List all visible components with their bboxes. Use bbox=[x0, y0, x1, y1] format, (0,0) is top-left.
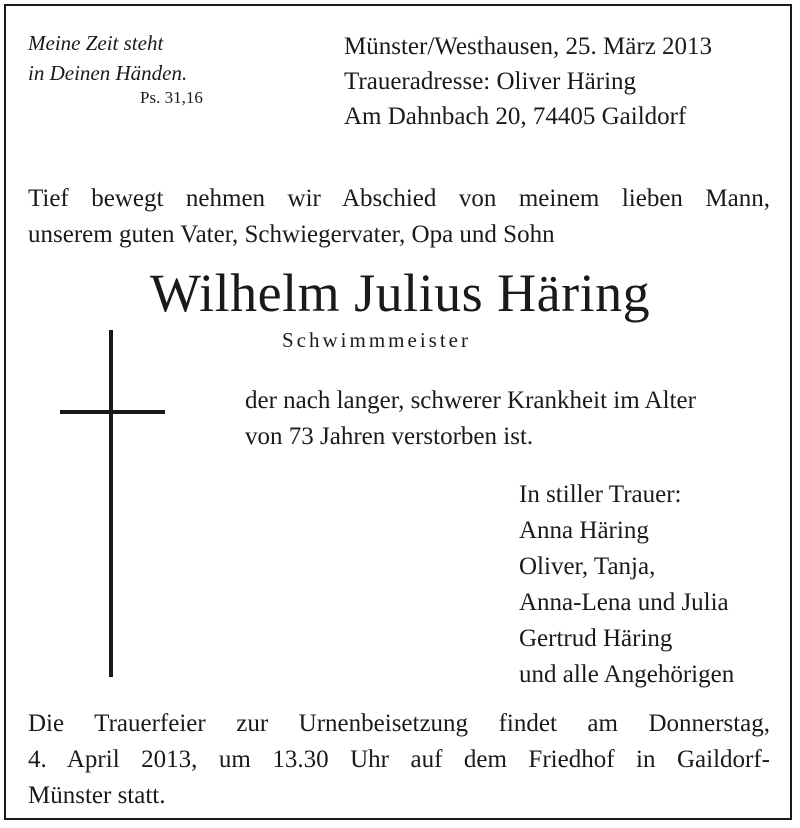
funeral-line-2: 4. April 2013, um 13.30 Uhr auf dem Friedhof in Gaildorf- bbox=[28, 746, 770, 773]
cross-icon-bar bbox=[60, 410, 165, 414]
mourner-name: Oliver, Tanja, bbox=[519, 553, 656, 580]
mourner-name: Anna-Lena und Julia bbox=[519, 589, 729, 616]
death-notice bbox=[245, 383, 696, 455]
mourners-list bbox=[519, 477, 734, 693]
funeral-line-3: Münster statt. bbox=[28, 782, 166, 809]
mourner-name: und alle Angehörigen bbox=[519, 661, 735, 688]
place-date: Münster/Westhausen, 25. März 2013 bbox=[344, 33, 713, 60]
mourners-heading: In stiller Trauer: bbox=[519, 481, 682, 508]
street-address: Am Dahnbach 20, 74405 Gaildorf bbox=[344, 103, 687, 130]
cross-icon bbox=[109, 330, 113, 677]
intro-line-1: Tief bewegt nehmen wir Abschied von meinem lieben Mann, bbox=[28, 185, 770, 212]
deceased-profession: Schwimmmeister bbox=[282, 328, 471, 352]
mourner-name: Anna Häring bbox=[519, 517, 649, 544]
mourner-name: Gertrud Häring bbox=[519, 625, 673, 652]
funeral-line-1: Die Trauerfeier zur Urnenbeisetzung findet am Donnerstag, bbox=[28, 710, 770, 737]
motto-reference: Ps. 31,16 bbox=[140, 88, 203, 107]
funeral-info bbox=[28, 706, 770, 814]
intro-line-2: unserem guten Vater, Schwiegervater, Opa und Sohn bbox=[28, 221, 555, 248]
bible-motto bbox=[28, 28, 187, 88]
death-notice-line-1: der nach langer, schwerer Krankheit im Alter bbox=[245, 387, 696, 414]
intro-text bbox=[28, 181, 770, 253]
mourning-address: Traueradresse: Oliver Häring bbox=[344, 68, 637, 95]
death-notice-line-2: von 73 Jahren verstorben ist. bbox=[245, 423, 534, 450]
motto-line-2: in Deinen Händen. bbox=[28, 61, 188, 85]
motto-line-1: Meine Zeit steht bbox=[28, 31, 164, 55]
address-block bbox=[344, 29, 712, 134]
deceased-name: Wilhelm Julius Häring bbox=[149, 263, 651, 323]
